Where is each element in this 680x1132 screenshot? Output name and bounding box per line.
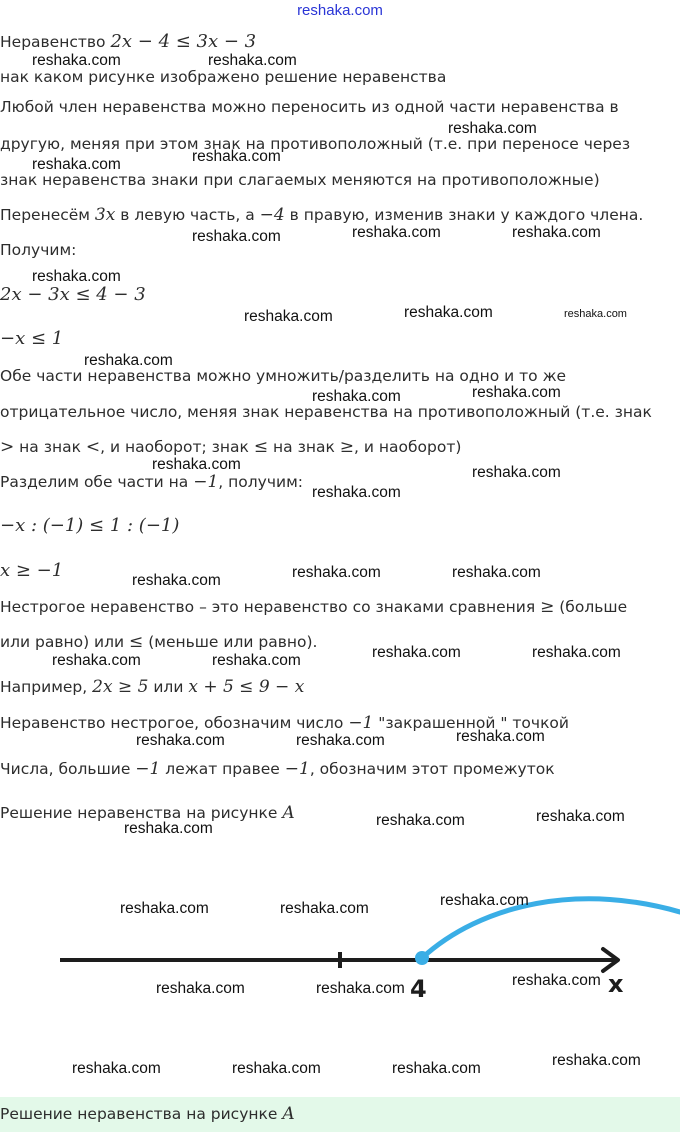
watermark: reshaka.com	[120, 900, 209, 917]
step2-formula: −x ≤ 1	[0, 329, 64, 349]
problem-prefix: Неравенство	[0, 33, 111, 51]
nonstrict-text-3: или равно) или	[0, 633, 130, 651]
problem-inequality: 2x − 4 ≤ 3x − 3	[110, 32, 257, 52]
watermark: reshaka.com	[512, 972, 601, 989]
watermark: reshaka.com	[452, 564, 541, 581]
watermark: reshaka.com	[312, 484, 401, 501]
example-text-1: Например,	[0, 678, 93, 696]
watermark: reshaka.com	[312, 388, 401, 405]
watermark: reshaka.com	[156, 980, 245, 997]
interval-text-2: лежат правее	[160, 760, 285, 778]
example-text-2: или	[148, 678, 189, 696]
answer-math: A	[282, 1104, 295, 1124]
watermark: reshaka.com	[456, 728, 545, 745]
watermark: reshaka.com	[316, 980, 405, 997]
rule1-line-1: Любой член неравенства можно переносить из одной части неравенства в	[0, 98, 619, 116]
sign-lt: <	[85, 437, 101, 457]
example-text	[0, 677, 676, 697]
step4-formula: x ≥ −1	[0, 561, 64, 581]
interval-text-3: , обозначим этот промежуток	[309, 760, 555, 778]
rule2-text-4: , и наоборот)	[354, 438, 462, 456]
watermark: reshaka.com	[208, 52, 297, 69]
filled-point	[415, 951, 429, 965]
watermark: reshaka.com	[552, 1052, 641, 1069]
sign-le-2: ≤	[129, 632, 144, 652]
watermark: reshaka.com	[280, 900, 369, 917]
interval-math-1: −1	[135, 759, 161, 779]
watermark: reshaka.com	[532, 644, 621, 661]
rule2-text-3: на знак	[268, 438, 340, 456]
move-math-2: −4	[259, 205, 285, 225]
problem-statement	[0, 32, 676, 52]
closed-point-math: −1	[348, 713, 374, 733]
move-math-1: 3x	[94, 205, 116, 225]
interval-text	[0, 759, 676, 779]
closed-point-text-2: "закрашенной " точкой	[373, 714, 569, 732]
watermark: reshaka.com	[132, 572, 221, 589]
nonstrict-text-4: (меньше или равно).	[143, 633, 318, 651]
divide-text-2: , получим:	[218, 473, 303, 491]
answer-text-1: Решение неравенства на рисунке	[0, 1105, 283, 1123]
move-text-3: в правую, изменив знаки у каждого члена.	[284, 206, 644, 224]
closed-point-text-1: Неравенство нестрогое, обозначим число	[0, 714, 349, 732]
watermark: reshaka.com	[72, 1060, 161, 1077]
watermark: reshaka.com	[564, 308, 627, 320]
example-math-1: 2x ≥ 5	[92, 677, 149, 697]
rule1-line-3: знак неравенства знаки при слагаемых меняются на противоположные)	[0, 171, 600, 189]
sign-gt: >	[0, 437, 15, 457]
move-terms-text	[0, 205, 676, 225]
watermark: reshaka.com	[536, 808, 625, 825]
answer-banner	[0, 1097, 680, 1132]
watermark: reshaka.com	[152, 456, 241, 473]
watermark: reshaka.com	[232, 1060, 321, 1077]
watermark: reshaka.com	[372, 644, 461, 661]
watermark: reshaka.com	[472, 464, 561, 481]
watermark: reshaka.com	[84, 352, 173, 369]
watermark: reshaka.com	[352, 224, 441, 241]
step3-formula: −x : (−1) ≤ 1 : (−1)	[0, 516, 180, 536]
watermark: reshaka.com	[404, 304, 493, 321]
watermark: reshaka.com	[32, 268, 121, 285]
solution-math: A	[282, 803, 295, 823]
example-math-2: x + 5 ≤ 9 − x	[188, 677, 305, 697]
answer-text	[0, 1104, 676, 1124]
watermark: reshaka.com	[32, 52, 121, 69]
number-line-figure	[0, 860, 680, 1040]
rule2-line-3	[0, 437, 676, 457]
watermark: reshaka.com	[244, 308, 333, 325]
watermark: reshaka.com	[448, 120, 537, 137]
watermark: reshaka.com	[472, 384, 561, 401]
site-link[interactable]: reshaka.com	[297, 2, 383, 19]
watermark: reshaka.com	[440, 892, 529, 909]
sign-ge-2: ≥	[540, 597, 555, 617]
rule2-text-1: на знак	[14, 438, 86, 456]
got-label: Получим:	[0, 241, 77, 259]
axis-label: x	[608, 970, 624, 998]
sign-ge: ≥	[339, 437, 354, 457]
nonstrict-line-1	[0, 597, 676, 617]
nonstrict-text-2: (больше	[554, 598, 628, 616]
interval-text-1: Числа, большие	[0, 760, 136, 778]
problem-question: нак каком рисунке изображено решение неравенства	[0, 68, 447, 86]
rule2-line-1: Обе части неравенства можно умножить/разделить на одно и то же	[0, 367, 567, 385]
watermark: reshaka.com	[52, 652, 141, 669]
divide-text-1: Разделим обе части на	[0, 473, 194, 491]
watermark: reshaka.com	[136, 732, 225, 749]
watermark: reshaka.com	[124, 820, 213, 837]
divide-math: −1	[193, 472, 219, 492]
step1-formula: 2x − 3x ≤ 4 − 3	[0, 285, 146, 305]
watermark: reshaka.com	[512, 224, 601, 241]
watermark: reshaka.com	[192, 228, 281, 245]
rule2-line-2: отрицательное число, меняя знак неравенства на противоположный (т.е. знак	[0, 403, 652, 421]
interval-math-2: −1	[284, 759, 310, 779]
solution-text-1: Решение неравенства на рисунке	[0, 804, 283, 822]
watermark: reshaka.com	[376, 812, 465, 829]
move-text-2: в левую часть, а	[115, 206, 260, 224]
watermark: reshaka.com	[192, 148, 281, 165]
rule1-line-2: другую, меняя при этом знак на противоположный (т.е. при переносе через	[0, 135, 631, 153]
watermark: reshaka.com	[392, 1060, 481, 1077]
watermark: reshaka.com	[296, 732, 385, 749]
nonstrict-text-1: Нестрогое неравенство – это неравенство со знаками сравнения	[0, 598, 541, 616]
watermark: reshaka.com	[32, 156, 121, 173]
rule2-text-2: , и наоборот; знак	[100, 438, 254, 456]
watermark: reshaka.com	[212, 652, 301, 669]
closed-point-text	[0, 713, 676, 733]
tick-label: 4	[410, 975, 427, 1003]
sign-le: ≤	[253, 437, 269, 457]
move-text-1: Перенесём	[0, 206, 95, 224]
watermark: reshaka.com	[292, 564, 381, 581]
